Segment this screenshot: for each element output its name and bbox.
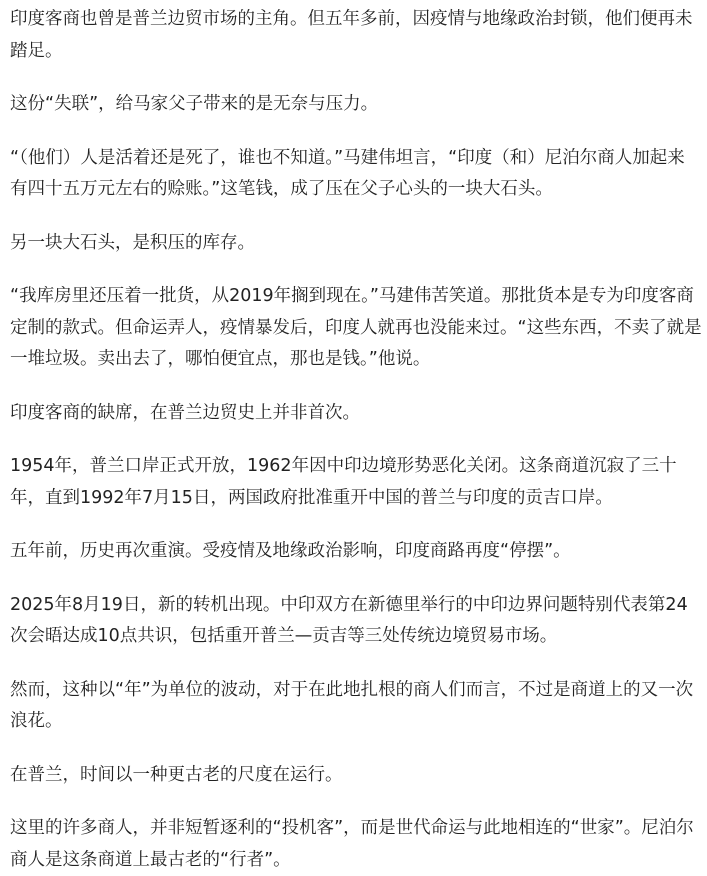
- paragraph: 另一块大石头，是积压的库存。: [10, 232, 255, 253]
- paragraph: 五年前，历史再次重演。受疫情及地缘政治影响，印度商路再度“停摆”。: [10, 541, 571, 561]
- paragraph: “我库房里还压着一批货，从2019年搁到现在。”马建伟苦笑道。那批货本是专为印度客商定制的款式。但命运弄人，疫情暴发后，印度人就再也没能来过。“这些东西，不卖了就是一堆垃圾。卖出去了，哪怕便宜点，那也是钱。”他说。: [10, 286, 702, 369]
- paragraph: 这份“失联”，给马家父子带来的是无奈与压力。: [10, 94, 379, 114]
- paragraph: 2025年8月19日，新的转机出现。中印双方在新德里举行的中印边界问题特别代表第24次会晤达成10点共识，包括重开普兰—贡吉等三处传统边境贸易市场。: [10, 594, 688, 646]
- paragraph: 在普兰，时间以一种更古老的尺度在运行。: [10, 764, 343, 785]
- paragraph: “（他们）人是活着还是死了，谁也不知道。”马建伟坦言，“印度（和）尼泊尔商人加起来有四十五万元左右的赊账。”这笔钱，成了压在父子心头的一块大石头。: [10, 147, 685, 199]
- paragraph: 印度客商的缺席，在普兰边贸史上并非首次。: [10, 402, 360, 423]
- paragraph: 1954年，普兰口岸正式开放，1962年因中印边境形势恶化关闭。这条商道沉寂了三十年，直到1992年7月15日，两国政府批准重开中国的普兰与印度的贡吉口岸。: [10, 456, 677, 508]
- paragraph: 这里的许多商人，并非短暂逐利的“投机客”，而是世代命运与此地相连的“世家”。尼泊尔商人是这条商道上最古老的“行者”。: [10, 818, 694, 870]
- paragraph: 然而，这种以“年”为单位的波动，对于在此地扎根的商人们而言，不过是商道上的又一次浪花。: [10, 679, 694, 731]
- paragraph: 印度客商也曾是普兰边贸市场的主角。但五年多前，因疫情与地缘政治封锁，他们便再未踏足。: [10, 9, 693, 61]
- article-body: [10, 4, 702, 876]
